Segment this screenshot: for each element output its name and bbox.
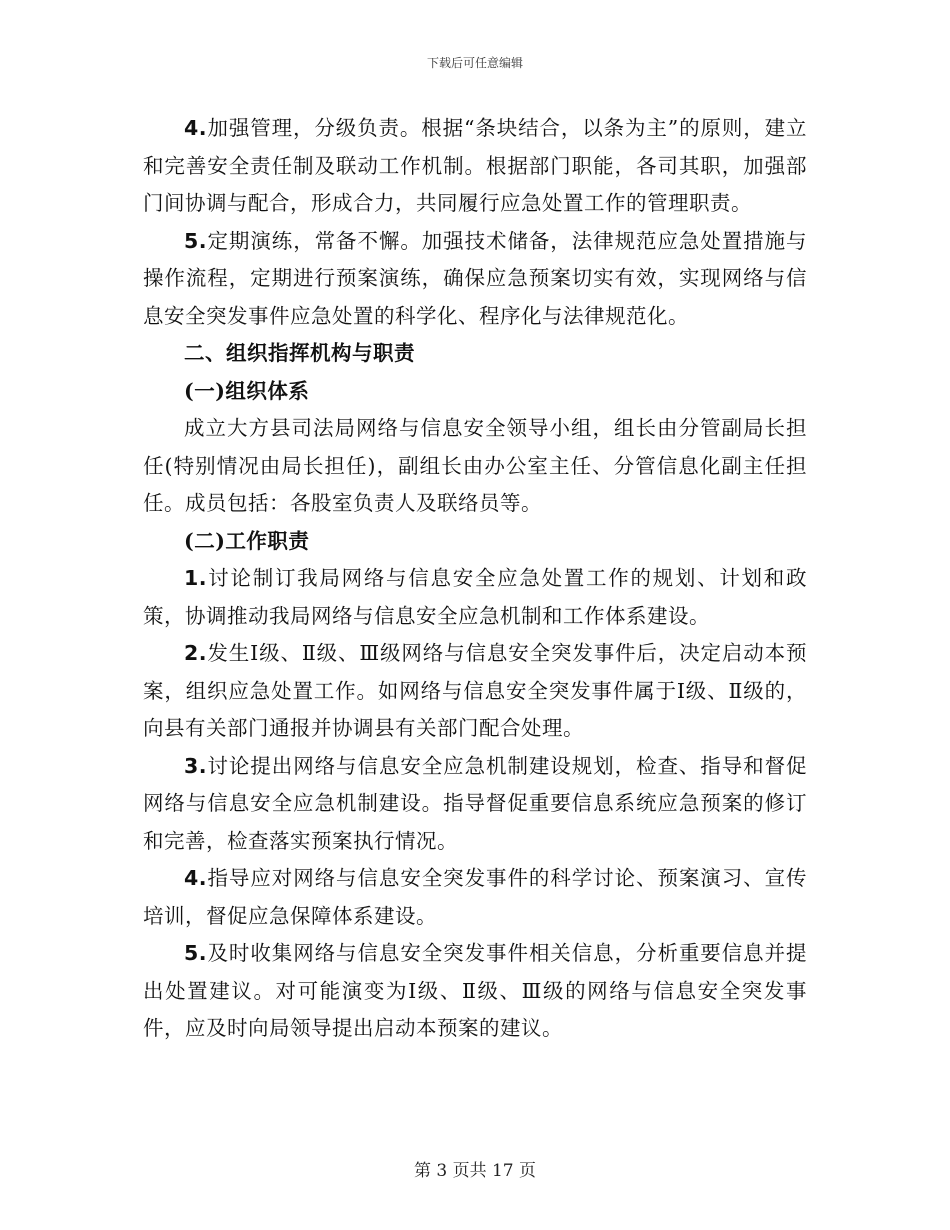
paragraph-item-4 xyxy=(143,860,807,935)
paragraph-duty-5 xyxy=(143,223,807,336)
paragraph-number: 5. xyxy=(184,228,208,253)
paragraph-number: 4. xyxy=(184,116,208,140)
subsection-heading-duties xyxy=(143,523,807,561)
paragraph-text: 加强管理，分级负责。根据“条块结合，以条为主”的原则，建立和完善安全责任制及联动工作机制。根据部门职能，各司其职，加强部门间协调与配合，形成合力，共同履行应急处置工作的管理职责。 xyxy=(143,116,807,215)
paragraph-number: 5. xyxy=(184,941,208,965)
paragraph-text: 讨论制订我局网络与信息安全应急处置工作的规划、计划和政策，协调推动我局网络与信息安全应急机制和工作体系建设。 xyxy=(143,566,807,628)
paragraph-item-5 xyxy=(143,935,807,1048)
document-body xyxy=(143,110,807,1048)
subsection-heading-system xyxy=(143,373,807,411)
paragraph-item-1 xyxy=(143,560,807,635)
page-header: 下载后可任意编辑 xyxy=(426,56,523,70)
heading-text: (一)组织体系 xyxy=(184,378,310,403)
paragraph-text: 成立大方县司法局网络与信息安全领导小组，组长由分管副局长担任(特别情况由局长担任)，副组长由办公室主任、分管信息化副主任担任。成员包括：各股室负责人及联络员等。 xyxy=(143,416,807,515)
paragraph-item-2 xyxy=(143,635,807,748)
paragraph-number: 4. xyxy=(184,866,208,890)
paragraph-number: 2. xyxy=(184,641,208,665)
paragraph-text: 指导应对网络与信息安全突发事件的科学讨论、预案演习、宣传培训，督促应急保障体系建设。 xyxy=(143,866,807,928)
paragraph-text: 定期演练，常备不懈。加强技术储备，法律规范应急处置措施与操作流程，定期进行预案演练，确保应急预案切实有效，实现网络与信息安全突发事件应急处置的科学化、程序化与法律规范化。 xyxy=(143,228,807,328)
paragraph-number: 3. xyxy=(184,753,208,778)
heading-text: 二、组织指挥机构与职责 xyxy=(184,341,415,365)
paragraph-text: 发生Ⅰ级、Ⅱ级、Ⅲ级网络与信息安全突发事件后，决定启动本预案，组织应急处置工作。如网络与信息安全突发事件属于Ⅰ级、Ⅱ级的，向县有关部门通报并协调县有关部门配合处理。 xyxy=(143,641,807,740)
paragraph-number: 1. xyxy=(184,566,208,590)
paragraph-leadership-group xyxy=(143,410,807,523)
paragraph-text: 讨论提出网络与信息安全应急机制建设规划，检查、指导和督促网络与信息安全应急机制建设。指导督促重要信息系统应急预案的修订和完善，检查落实预案执行情况。 xyxy=(143,753,807,853)
paragraph-item-3 xyxy=(143,748,807,861)
section-heading-organization xyxy=(143,335,807,373)
paragraph-text: 及时收集网络与信息安全突发事件相关信息，分析重要信息并提出处置建议。对可能演变为Ⅰ级、Ⅱ级、Ⅲ级的网络与信息安全突发事件，应及时向局领导提出启动本预案的建议。 xyxy=(143,941,807,1040)
page-footer: 第 3 页共 17 页 xyxy=(413,1161,537,1181)
paragraph-duty-4 xyxy=(143,110,807,223)
heading-text: (二)工作职责 xyxy=(184,528,310,553)
